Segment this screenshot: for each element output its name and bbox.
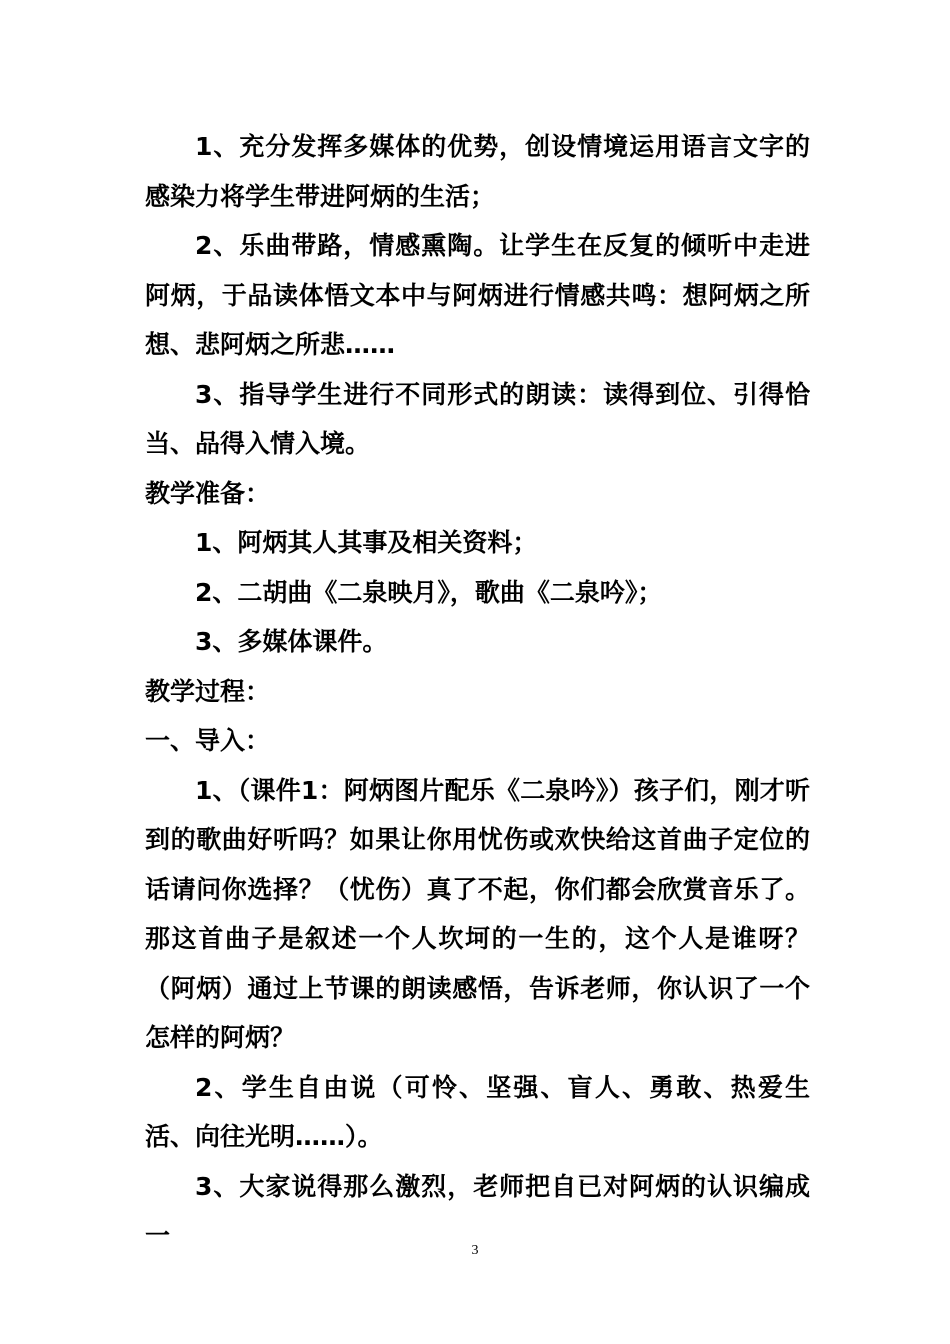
page-number: 3 — [471, 1243, 479, 1258]
intro-step-3: 3、大家说得那么激烈，老师把自已对阿炳的认识编成一 — [145, 1171, 810, 1250]
objective-paragraph-1: 1、充分发挥多媒体的优势，创设情境运用语言文字的感染力将学生带进阿炳的生活； — [145, 132, 810, 211]
intro-step-1: 1、（课件1：阿炳图片配乐《二泉吟》）孩子们，刚才听到的歌曲好听吗？如果让你用忧伤或欢快给这首曲子定位的话请问你选择？（忧伤）真了不起，你们都会欣赏音乐了。那这首曲子是叙述一个人坎坷的一生的，这个人是谁呀？（阿炳）通过上节课的朗读感悟，告诉老师，你认识了一个怎样的阿炳？ — [145, 775, 810, 1052]
preparation-item-2: 2、二胡曲《二泉映月》，歌曲《二泉吟》； — [195, 577, 663, 607]
section-heading-preparation: 教学准备： — [145, 478, 271, 508]
objective-paragraph-3: 3、指导学生进行不同形式的朗读：读得到位、引得恰当、品得入情入境。 — [145, 379, 810, 458]
subsection-heading-intro: 一、导入： — [145, 726, 271, 755]
objective-paragraph-2: 2、乐曲带路，情感熏陶。让学生在反复的倾听中走进阿炳，于品读体悟文本中与阿炳进行情感共鸣：想阿炳之所想、悲阿炳之所悲…… — [145, 231, 810, 359]
document-body — [145, 122, 810, 1261]
preparation-item-3: 3、多媒体课件。 — [195, 627, 388, 656]
intro-step-2: 2、学生自由说（可怜、坚强、盲人、勇敢、热爱生活、向往光明……）。 — [145, 1072, 810, 1151]
section-heading-process: 教学过程： — [145, 676, 271, 706]
preparation-item-1: 1、阿炳其人其事及相关资料； — [195, 528, 538, 557]
